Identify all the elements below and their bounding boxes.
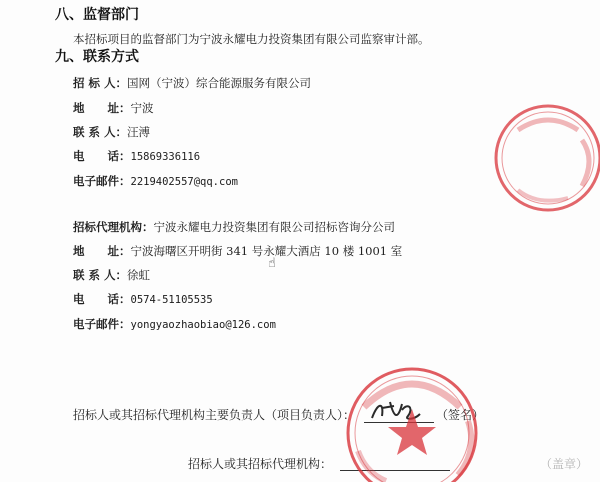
tenderer-address-value: 宁波 — [130, 101, 154, 115]
agent-email-value: yongyaozhaobiao@126.com — [130, 319, 276, 331]
agent-phone-row — [73, 288, 213, 307]
section-9-heading: 九、联系方式 — [55, 49, 139, 65]
tenderer-phone-value: 15869336116 — [130, 151, 201, 163]
tenderer-phone-label: 电 话： — [73, 149, 131, 163]
section-8-heading: 八、监督部门 — [55, 7, 139, 23]
tenderer-address-row — [73, 97, 154, 116]
tenderer-contact-value: 汪溥 — [127, 125, 151, 139]
tenderer-email-value: 2219402557@qq.com — [130, 176, 238, 188]
section-8-text: 本招标项目的监督部门为宁波永耀电力投资集团有限公司监察审计部。 — [73, 32, 430, 46]
tenderer-phone-row — [73, 145, 200, 164]
agent-address-label: 地 址： — [73, 244, 131, 258]
signature-label-1: 招标人或其招标代理机构主要负责人（项目负责人）： — [73, 408, 356, 422]
agent-phone-value: 0574-51105535 — [130, 294, 213, 306]
tenderer-contact-label: 联 系 人： — [73, 125, 128, 139]
tenderer-address-label: 地 址： — [73, 101, 131, 115]
agent-address-value: 宁波海曙区开明街 341 号永耀大酒店 10 楼 1001 室 — [130, 244, 403, 258]
agent-contact-row — [73, 264, 150, 283]
signature-suffix-2: （盖章） — [540, 457, 589, 471]
agent-email-label: 电子邮件： — [73, 317, 131, 331]
tenderer-email-label: 电子邮件： — [73, 174, 131, 188]
tenderer-name-label: 招 标 人： — [73, 76, 128, 90]
company-seal-top — [478, 100, 600, 222]
agent-name-label: 招标代理机构： — [73, 220, 154, 234]
signature-suffix-1: （签名） — [436, 408, 485, 422]
tenderer-name-value: 国网（宁波）综合能源服务有限公司 — [127, 76, 312, 90]
company-seal-bottom — [340, 355, 480, 482]
signature-label-2: 招标人或其招标代理机构： — [188, 457, 333, 471]
tenderer-contact-row — [73, 121, 150, 140]
tenderer-name-row — [73, 72, 311, 91]
agent-email-row — [73, 313, 276, 332]
agent-contact-value: 徐虹 — [127, 268, 151, 282]
agent-name-value: 宁波永耀电力投资集团有限公司招标咨询分公司 — [153, 220, 395, 234]
agent-phone-label: 电 话： — [73, 292, 131, 306]
tenderer-email-row — [73, 170, 238, 189]
agent-address-row — [73, 240, 402, 259]
agent-name-row — [73, 216, 395, 235]
agent-contact-label: 联 系 人： — [73, 268, 128, 282]
hand-cursor-icon: ☝ — [268, 256, 276, 271]
